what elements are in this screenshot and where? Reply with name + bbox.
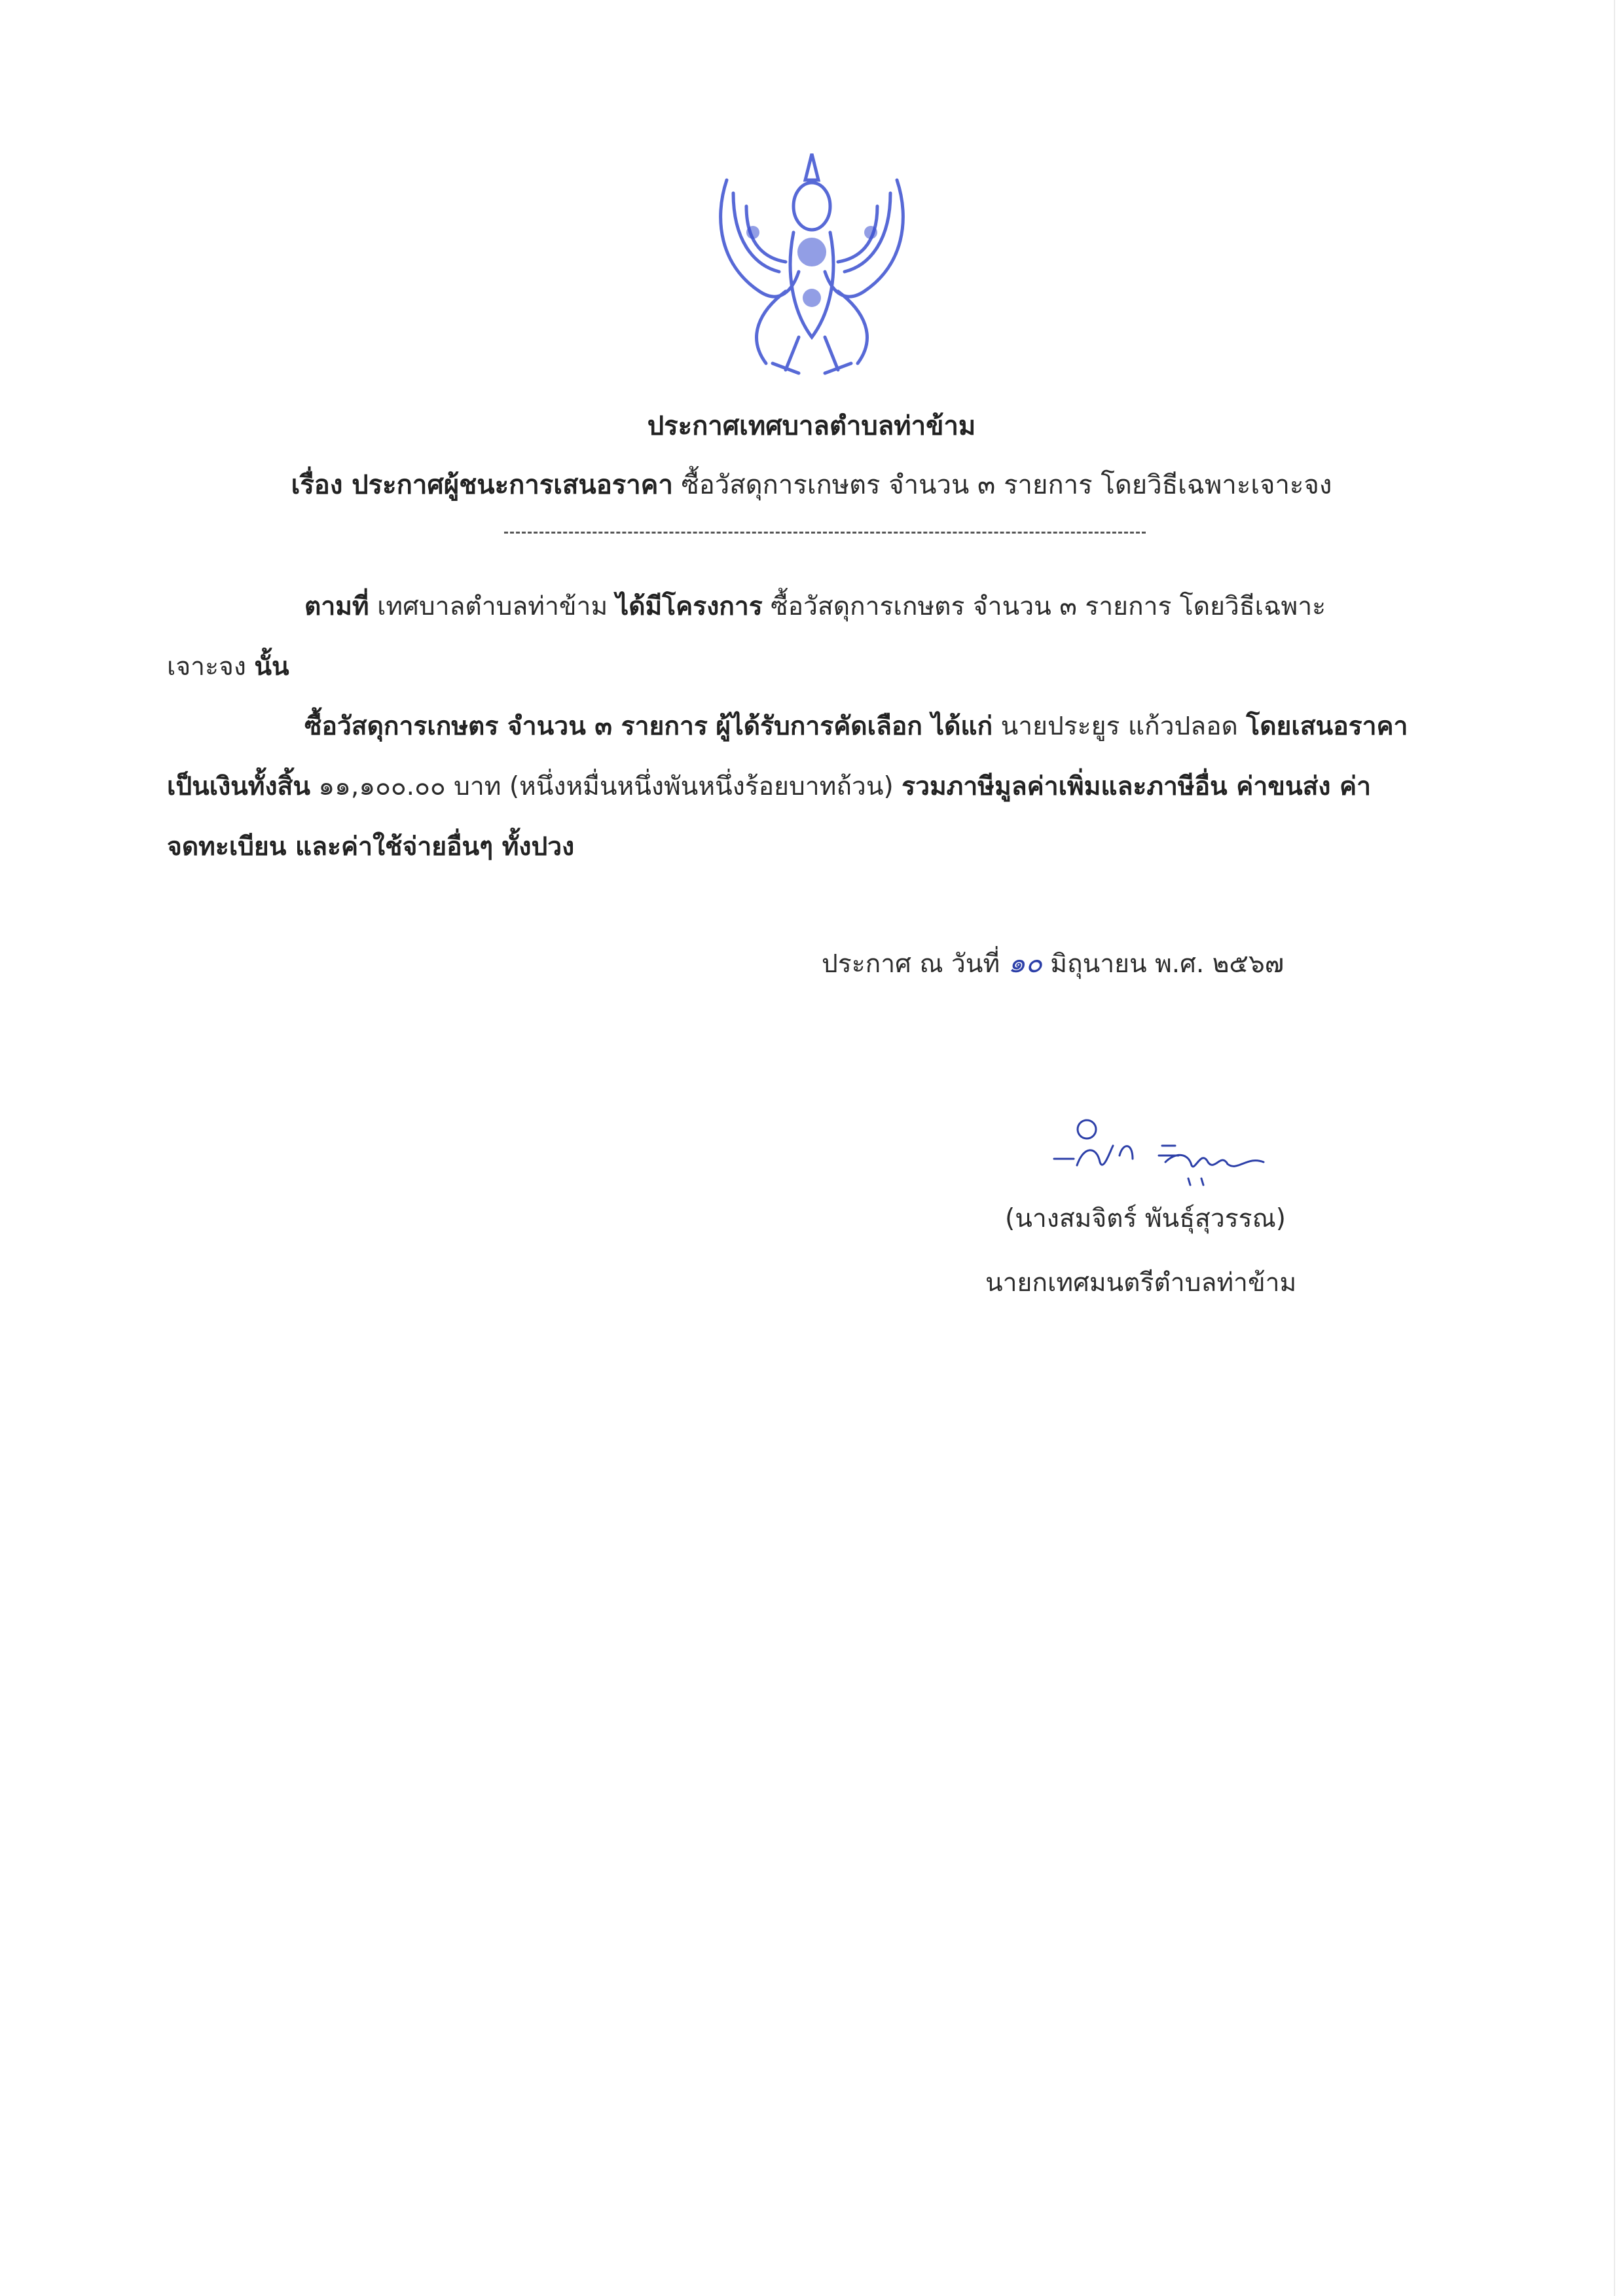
p1-org: เทศบาลตำบลท่าข้าม <box>377 592 608 621</box>
p1-lead: ตามที่ <box>304 592 369 621</box>
p1-cont: เจาะจง <box>167 652 246 682</box>
announcement-date <box>822 941 1284 985</box>
p1-project: ซื้อวัสดุการเกษตร จำนวน ๓ รายการ โดยวิธีเฉพาะ <box>771 592 1326 621</box>
subject-label: เรื่อง ประกาศผู้ชนะการเสนอราคา <box>291 470 673 500</box>
paragraph-2-line-1 <box>304 706 1408 746</box>
signer-position: นายกเทศมนตรีตำบลท่าข้าม <box>985 1268 1297 1298</box>
paragraph-2-line-2 <box>167 766 1371 807</box>
paragraph-2-line-3 <box>167 826 574 867</box>
p2-total-label: เป็นเงินทั้งสิ้น <box>167 772 310 801</box>
announcement-title: ประกาศเทศบาลตำบลท่าข้าม <box>647 411 976 441</box>
subject-text: ซื้อวัสดุการเกษตร จำนวน ๓ รายการ โดยวิธีเฉพาะเจาะจง <box>681 470 1332 500</box>
p2-cont: จดทะเบียน และค่าใช้จ่ายอื่นๆ ทั้งปวง <box>167 832 575 862</box>
announcement-subject <box>0 464 1623 505</box>
garuda-emblem-icon <box>707 141 917 383</box>
p2-amount: ๑๑,๑๐๐.๐๐ บาท (หนึ่งหมื่นหนึ่งพันหนึ่งร้อยบาทถ้วน) <box>318 772 894 801</box>
p2-selected: ผู้ได้รับการคัดเลือก ได้แก่ <box>716 712 993 741</box>
separator-line <box>504 532 1146 534</box>
p2-vendor: นายประยูร แก้วปลอด <box>1000 712 1238 741</box>
p2-offer: โดยเสนอราคา <box>1246 712 1408 741</box>
paragraph-1-line-1 <box>304 586 1326 627</box>
date-prefix: ประกาศ ณ วันที่ <box>822 949 1000 979</box>
p2-include: รวมภาษีมูลค่าเพิ่มและภาษีอื่น ค่าขนส่ง ค่า <box>902 772 1372 801</box>
signer-name: (นางสมจิตร์ พันธุ์สุวรรณ) <box>1005 1204 1286 1233</box>
p2-item: ซื้อวัสดุการเกษตร จำนวน ๓ รายการ <box>304 712 708 741</box>
p1-mid: ได้มีโครงการ <box>615 592 763 621</box>
page-edge-line <box>1614 0 1615 2296</box>
p1-end: นั้น <box>254 652 289 682</box>
date-month-year: มิถุนายน พ.ศ. ๒๕๖๗ <box>1050 949 1285 979</box>
date-day: ๑๐ <box>1008 947 1042 979</box>
paragraph-1-line-2 <box>167 646 289 687</box>
handwritten-signature <box>1048 1106 1277 1192</box>
